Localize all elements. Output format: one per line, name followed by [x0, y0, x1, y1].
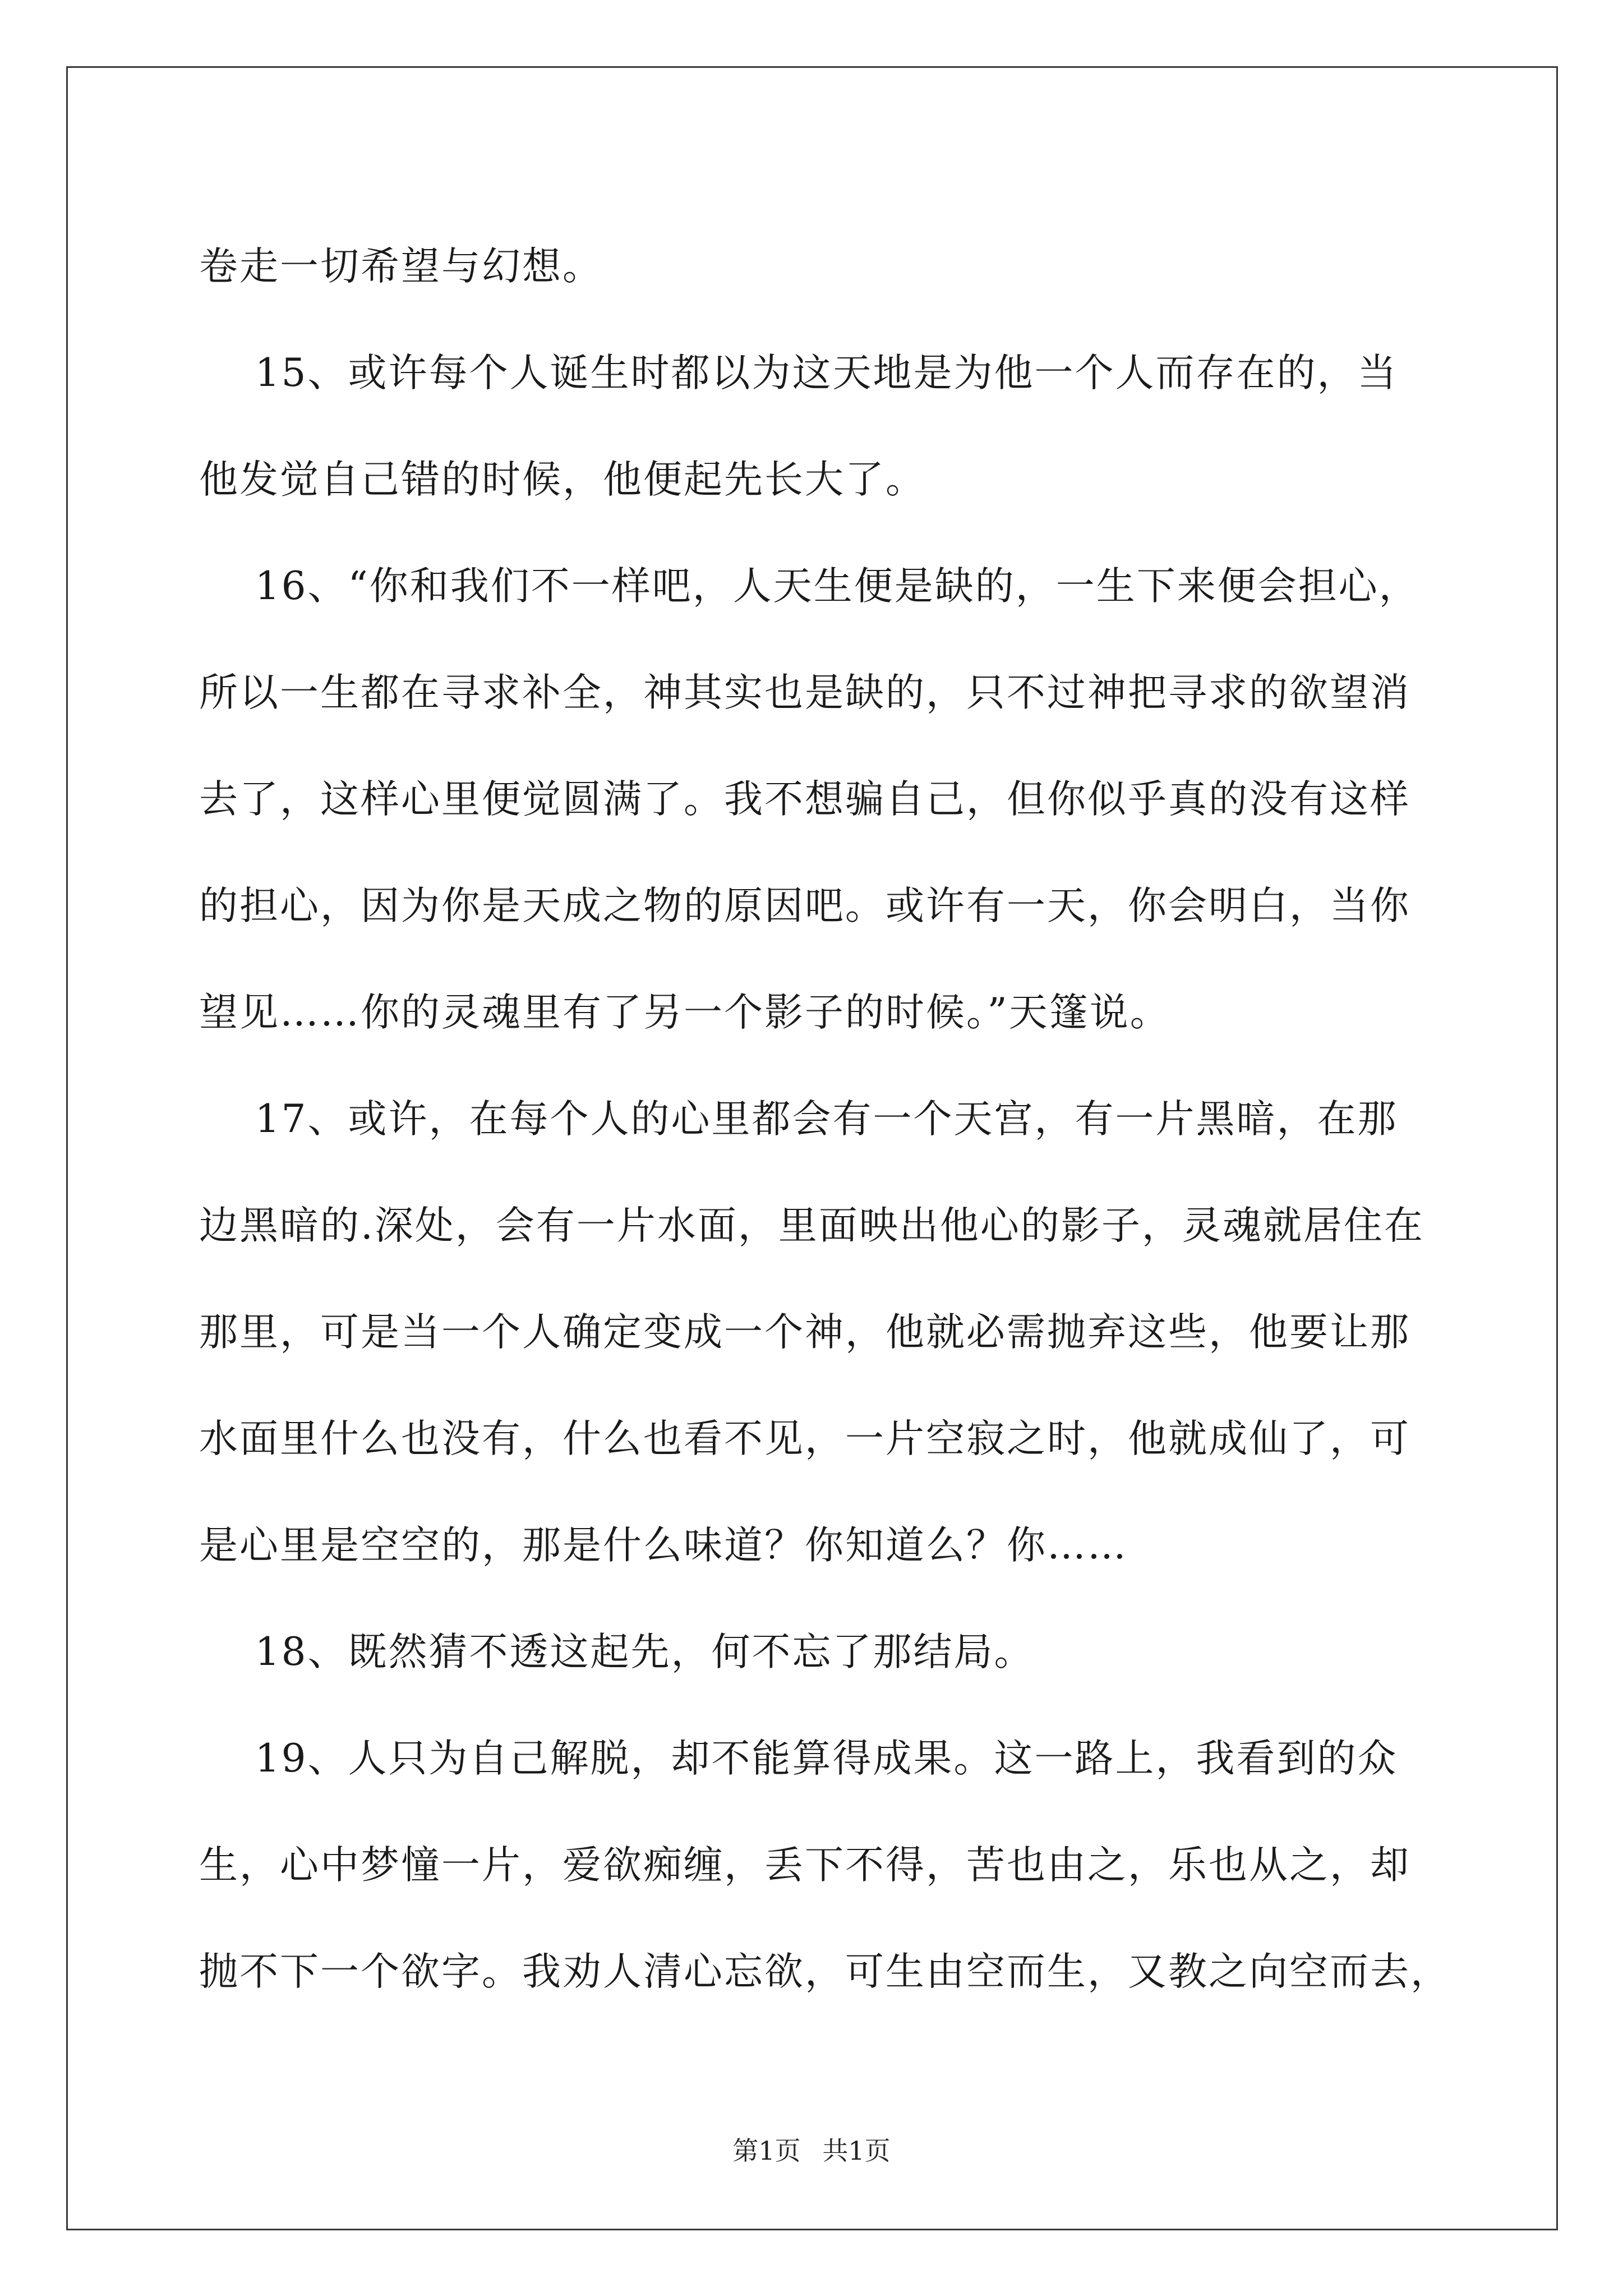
- text-line: 水面里什么也没有，什么也看不见，一片空寂之时，他就成仙了，可: [199, 1416, 1410, 1461]
- document-body: [199, 213, 1451, 2025]
- text-line: 的担心，因为你是天成之物的原因吧。或许有一天，你会明白，当你: [199, 884, 1410, 928]
- text-line: 抛不下一个欲字。我劝人清心忘欲，可生由空而生，又教之向空而去，: [199, 1949, 1451, 1994]
- text-line: 17、或许，在每个人的心里都会有一个天宫，有一片黑暗，在那: [199, 1097, 1398, 1142]
- page-footer: [0, 2134, 1623, 2168]
- text-line: 望见……你的灵魂里有了另一个影子的时候。”天篷说。: [199, 990, 1170, 1035]
- text-line: 16、“你和我们不一样吧，人天生便是缺的，一生下来便会担心，: [199, 564, 1419, 609]
- text-line: 是心里是空空的，那是什么味道？你知道么？你……: [199, 1523, 1128, 1568]
- text-line: 边黑暗的.深处，会有一片水面，里面映出他心的影子，灵魂就居住在: [199, 1203, 1424, 1248]
- text-line: 所以一生都在寻求补全，神其实也是缺的，只不过神把寻求的欲望消: [199, 670, 1410, 715]
- page-number: 第1页: [732, 2136, 801, 2166]
- page-total: 共1页: [822, 2136, 891, 2166]
- text-line: 15、或许每个人诞生时都以为这天地是为他一个人而存在的，当: [199, 351, 1398, 395]
- text-line: 那里，可是当一个人确定变成一个神，他就必需抛弃这些，他要让那: [199, 1310, 1410, 1355]
- text-line: 生，心中梦憧一片，爱欲痴缠，丢下不得，苦也由之，乐也从之，却: [199, 1843, 1410, 1888]
- text-line: 去了，这样心里便觉圆满了。我不想骗自己，但你似乎真的没有这样: [199, 777, 1410, 822]
- text-line: 18、既然猜不透这起先，何不忘了那结局。: [199, 1630, 1035, 1674]
- text-line: 他发觉自己错的时候，他便起先长大了。: [199, 457, 926, 502]
- text-line: 卷走一切希望与幻想。: [199, 244, 603, 289]
- text-line: 19、人只为自己解脱，却不能算得成果。这一路上，我看到的众: [199, 1736, 1398, 1781]
